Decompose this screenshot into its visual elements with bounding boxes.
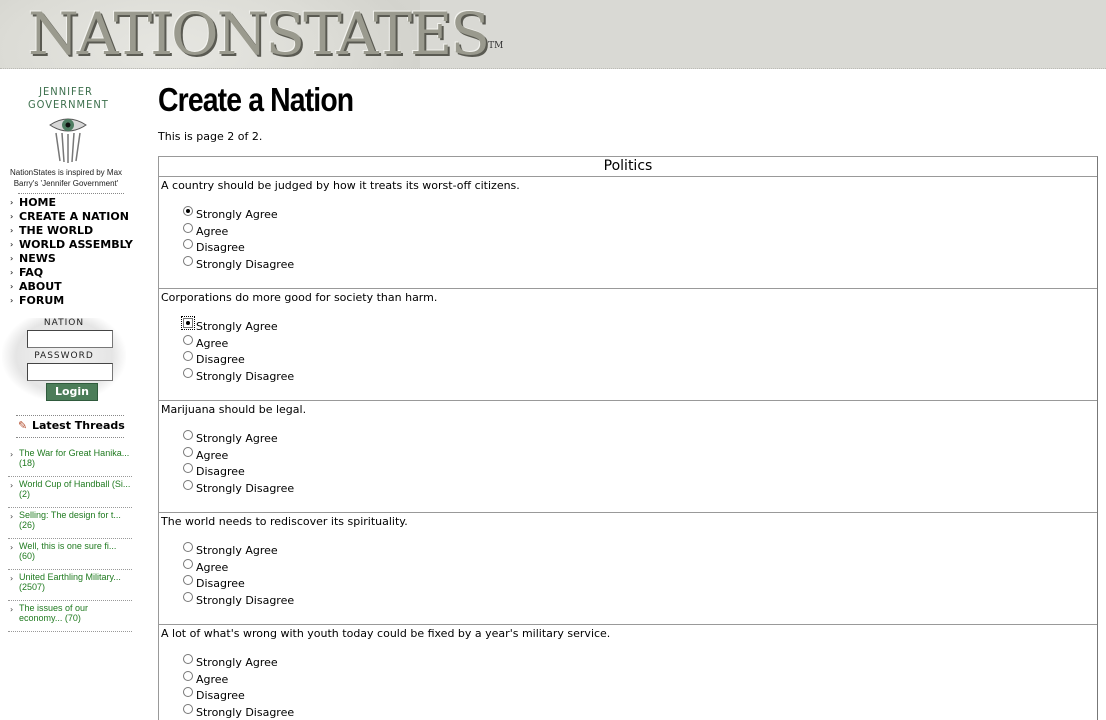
radio-button[interactable] bbox=[183, 463, 193, 473]
option-strongly-agree[interactable] bbox=[183, 207, 278, 223]
radio-button[interactable] bbox=[183, 223, 193, 233]
jennifer-government-logo[interactable] bbox=[28, 85, 109, 163]
question-block bbox=[159, 625, 1097, 720]
nav-about[interactable]: › ABOUT bbox=[10, 280, 62, 293]
section-heading: Politics bbox=[159, 157, 1097, 177]
option-label: Strongly Disagree bbox=[196, 370, 295, 383]
login-form bbox=[2, 318, 126, 402]
bullet-icon: › bbox=[10, 198, 14, 207]
option-label: Strongly Disagree bbox=[196, 594, 295, 607]
option-label: Strongly Disagree bbox=[196, 706, 295, 719]
radio-button[interactable] bbox=[183, 206, 193, 216]
nav-forum[interactable]: › FORUM bbox=[10, 294, 65, 307]
bullet-icon: › bbox=[10, 296, 14, 305]
option-strongly-disagree[interactable] bbox=[183, 369, 294, 385]
bullet-icon: › bbox=[10, 450, 14, 459]
option-strongly-agree[interactable] bbox=[183, 543, 278, 559]
radio-button[interactable] bbox=[183, 559, 193, 569]
login-button[interactable]: Login bbox=[46, 383, 98, 401]
option-label: Strongly Agree bbox=[196, 320, 278, 333]
inspired-by-text: NationStates is inspired by Max Barry's 'Jennifer Government' bbox=[9, 168, 123, 188]
nation-input[interactable] bbox=[27, 330, 113, 348]
option-disagree[interactable] bbox=[183, 576, 245, 592]
question-text: A country should be judged by how it treats its worst-off citizens. bbox=[161, 179, 520, 192]
question-text: A lot of what's wrong with youth today could be fixed by a year's military service. bbox=[161, 627, 611, 640]
option-agree[interactable] bbox=[183, 560, 228, 576]
nav-home[interactable]: › HOME bbox=[10, 196, 57, 209]
option-label: Agree bbox=[196, 449, 229, 462]
radio-button[interactable] bbox=[183, 368, 193, 378]
option-agree[interactable] bbox=[183, 224, 228, 240]
bullet-icon: › bbox=[10, 512, 14, 521]
option-label: Disagree bbox=[196, 353, 245, 366]
option-label: Disagree bbox=[196, 577, 245, 590]
radio-button[interactable] bbox=[183, 239, 193, 249]
option-strongly-disagree[interactable] bbox=[183, 705, 294, 720]
radio-button[interactable] bbox=[183, 542, 193, 552]
page-indicator: This is page 2 of 2. bbox=[158, 130, 263, 143]
question-block bbox=[159, 401, 1097, 513]
bullet-icon: › bbox=[10, 268, 14, 277]
thread-item[interactable] bbox=[8, 601, 132, 632]
nation-label: NATION bbox=[43, 318, 85, 328]
nav-the-world[interactable]: › THE WORLD bbox=[10, 224, 94, 237]
nav-faq[interactable]: › FAQ bbox=[10, 266, 44, 279]
politics-table bbox=[158, 156, 1098, 720]
password-label: PASSWORD bbox=[34, 351, 94, 361]
password-input[interactable] bbox=[27, 363, 113, 381]
bullet-icon: › bbox=[10, 212, 14, 221]
question-text: Corporations do more good for society than harm. bbox=[161, 291, 438, 304]
question-block bbox=[159, 513, 1097, 625]
radio-button[interactable] bbox=[183, 704, 193, 714]
option-disagree[interactable] bbox=[183, 464, 245, 480]
thread-link[interactable]: World Cup of Handball (Si... (2) bbox=[19, 479, 131, 499]
latest-threads-list bbox=[8, 446, 132, 632]
thread-link[interactable]: Well, this is one sure fi... (60) bbox=[19, 541, 117, 561]
jg-logo-text: JENNIFER GOVERNMENT bbox=[28, 85, 109, 111]
option-label: Agree bbox=[196, 673, 229, 686]
thread-link[interactable]: The issues of our economy... (70) bbox=[19, 603, 89, 623]
option-strongly-disagree[interactable] bbox=[183, 481, 294, 497]
option-label: Strongly Disagree bbox=[196, 482, 295, 495]
option-agree[interactable] bbox=[183, 448, 228, 464]
sidebar bbox=[0, 70, 135, 720]
divider bbox=[16, 415, 124, 416]
option-label: Strongly Agree bbox=[196, 432, 278, 445]
radio-button[interactable] bbox=[183, 592, 193, 602]
radio-button[interactable] bbox=[183, 351, 193, 361]
bullet-icon: › bbox=[10, 543, 14, 552]
question-list bbox=[159, 177, 1097, 720]
radio-button[interactable] bbox=[183, 335, 193, 345]
radio-button[interactable] bbox=[183, 318, 193, 328]
option-label: Disagree bbox=[196, 689, 245, 702]
option-strongly-agree[interactable] bbox=[183, 431, 278, 447]
option-label: Disagree bbox=[196, 465, 245, 478]
option-strongly-agree[interactable] bbox=[183, 655, 278, 671]
radio-button[interactable] bbox=[183, 575, 193, 585]
latest-threads-heading: ✎ Latest Threads bbox=[18, 417, 128, 435]
radio-button[interactable] bbox=[183, 687, 193, 697]
divider bbox=[16, 437, 124, 438]
quill-icon: ✎ bbox=[18, 419, 28, 432]
option-label: Strongly Agree bbox=[196, 208, 278, 221]
nav-news[interactable]: › NEWS bbox=[10, 252, 56, 265]
thread-link[interactable]: Selling: The design for t... (26) bbox=[19, 510, 121, 530]
thread-link[interactable]: The War for Great Hanika... (18) bbox=[19, 448, 130, 468]
option-label: Agree bbox=[196, 225, 229, 238]
option-label: Strongly Disagree bbox=[196, 258, 295, 271]
eye-icon bbox=[48, 115, 88, 163]
question-text: Marijuana should be legal. bbox=[161, 403, 307, 416]
divider bbox=[18, 193, 124, 194]
option-strongly-disagree[interactable] bbox=[183, 593, 294, 609]
bullet-icon: › bbox=[10, 574, 14, 583]
bullet-icon: › bbox=[10, 605, 14, 614]
option-strongly-agree[interactable] bbox=[183, 319, 278, 335]
radio-button[interactable] bbox=[183, 480, 193, 490]
option-label: Agree bbox=[196, 561, 229, 574]
radio-button[interactable] bbox=[183, 654, 193, 664]
nav-create-a-nation[interactable]: › CREATE A NATION bbox=[10, 210, 129, 223]
thread-item[interactable] bbox=[8, 446, 132, 477]
option-label: Strongly Agree bbox=[196, 544, 278, 557]
page-title: Create a Nation bbox=[158, 81, 354, 118]
option-disagree[interactable] bbox=[183, 352, 245, 368]
option-label: Disagree bbox=[196, 241, 245, 254]
bullet-icon: › bbox=[10, 254, 14, 263]
option-label: Strongly Agree bbox=[196, 656, 278, 669]
option-disagree[interactable] bbox=[183, 240, 245, 256]
nationstates-logo[interactable]: NATIONSTATES™ bbox=[28, 0, 504, 68]
nav-world-assembly[interactable]: › WORLD ASSEMBLY bbox=[10, 238, 133, 251]
main-nav bbox=[10, 196, 133, 308]
thread-item[interactable] bbox=[8, 508, 132, 539]
bullet-icon: › bbox=[10, 240, 14, 249]
radio-button[interactable] bbox=[183, 447, 193, 457]
site-banner bbox=[0, 0, 1106, 69]
question-block bbox=[159, 289, 1097, 401]
option-disagree[interactable] bbox=[183, 688, 245, 704]
thread-item[interactable] bbox=[8, 477, 132, 508]
bullet-icon: › bbox=[10, 282, 14, 291]
radio-button[interactable] bbox=[183, 430, 193, 440]
thread-item[interactable] bbox=[8, 570, 132, 601]
radio-button[interactable] bbox=[183, 671, 193, 681]
question-block bbox=[159, 177, 1097, 289]
option-strongly-disagree[interactable] bbox=[183, 257, 294, 273]
thread-item[interactable] bbox=[8, 539, 132, 570]
bullet-icon: › bbox=[10, 226, 14, 235]
option-agree[interactable] bbox=[183, 336, 228, 352]
thread-link[interactable]: United Earthling Military... (2507) bbox=[19, 572, 121, 592]
radio-button[interactable] bbox=[183, 256, 193, 266]
option-label: Agree bbox=[196, 337, 229, 350]
bullet-icon: › bbox=[10, 481, 14, 490]
option-agree[interactable] bbox=[183, 672, 228, 688]
question-text: The world needs to rediscover its spirituality. bbox=[161, 515, 408, 528]
